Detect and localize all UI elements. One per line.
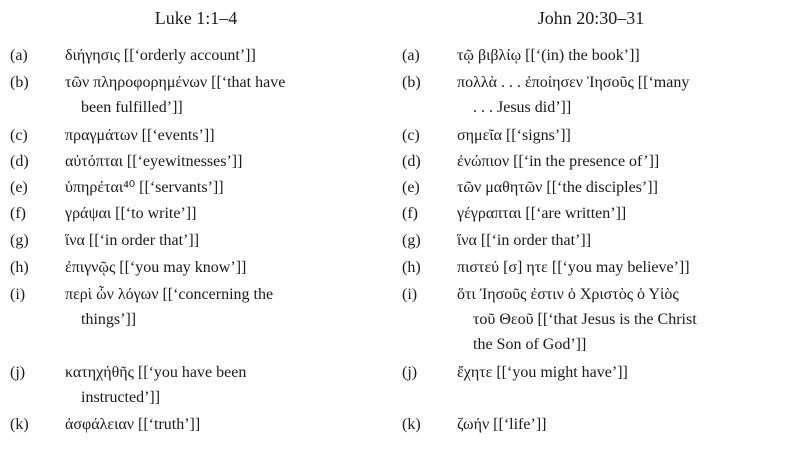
item-text	[457, 282, 780, 357]
item-text-line: γέγραπται [[‘are written’]]	[457, 205, 627, 222]
item-text-line: ἵνα [[‘in order that’]]	[457, 232, 592, 249]
item-text	[457, 70, 780, 120]
item-label: (g)	[402, 232, 421, 249]
list-item	[10, 123, 382, 148]
list-item	[402, 123, 780, 148]
item-label: (e)	[10, 179, 28, 196]
item-text-line: ζωήν [[‘life’]]	[457, 416, 547, 433]
item-text-line: ἀσφάλειαν [[‘truth’]]	[65, 416, 201, 433]
item-text	[457, 201, 780, 226]
list-item	[402, 149, 780, 174]
luke-column-title: Luke 1:1–4	[154, 8, 238, 28]
item-text-line: ἐνώπιον [[‘in the presence of’]]	[457, 153, 660, 170]
item-text-line: τῷ βιβλίῳ [[‘(in) the book’]]	[457, 47, 640, 64]
item-text-line: διήγησις [[‘orderly account’]]	[65, 47, 256, 64]
item-label: (b)	[402, 74, 421, 91]
item-label: (e)	[402, 179, 420, 196]
item-label: (h)	[402, 259, 421, 276]
list-item	[402, 360, 780, 385]
item-text	[65, 360, 382, 410]
list-item	[10, 282, 382, 332]
item-label: (k)	[10, 416, 29, 433]
item-text-continuation: the Son of God’]]	[473, 336, 587, 353]
item-text-line: σημεῖα [[‘signs’]]	[457, 127, 571, 144]
list-item	[10, 255, 382, 280]
item-text	[65, 228, 382, 253]
list-item	[402, 228, 780, 253]
item-label: (f)	[10, 205, 26, 222]
item-text-continuation: instructed’]]	[81, 389, 161, 406]
item-text	[65, 201, 382, 226]
item-label: (i)	[402, 286, 418, 303]
list-item	[402, 70, 780, 120]
item-text	[65, 412, 382, 437]
list-item	[402, 255, 780, 280]
item-text-continuation: things’]]	[81, 311, 137, 328]
item-text-line: πραγμάτων [[‘events’]]	[65, 127, 215, 144]
item-text	[65, 255, 382, 280]
item-label: (d)	[10, 153, 29, 170]
list-item	[402, 43, 780, 68]
list-item	[402, 175, 780, 200]
item-label: (h)	[10, 259, 29, 276]
item-text	[457, 149, 780, 174]
item-text-line: πιστεύ [σ] ητε [[‘you may believe’]]	[457, 259, 690, 276]
list-item	[402, 282, 780, 357]
item-text	[457, 43, 780, 68]
list-item	[10, 201, 382, 226]
list-item	[10, 412, 382, 437]
item-text-continuation: . . . Jesus did’]]	[473, 99, 572, 116]
item-text-continuation: τοῦ Θεοῦ [[‘that Jesus is the Christ	[473, 311, 697, 328]
john-column-title: John 20:30–31	[537, 8, 645, 28]
item-label: (c)	[10, 127, 28, 144]
list-item	[10, 70, 382, 120]
list-item	[10, 175, 382, 200]
item-text	[457, 175, 780, 200]
item-label: (i)	[10, 286, 26, 303]
item-text-line: ὑπηρέται⁴⁰ [[‘servants’]]	[65, 179, 224, 196]
item-text-line: κατηχήθῆς [[‘you have been	[65, 364, 247, 381]
item-label: (c)	[402, 127, 420, 144]
list-item	[10, 149, 382, 174]
item-text	[65, 43, 382, 68]
item-label: (d)	[402, 153, 421, 170]
item-text-line: ἵνα [[‘in order that’]]	[65, 232, 200, 249]
item-text	[65, 70, 382, 120]
item-text-line: ἐπιγνῷς [[‘you may know’]]	[65, 259, 247, 276]
item-text	[457, 255, 780, 280]
item-text	[65, 282, 382, 332]
list-item	[10, 360, 382, 410]
item-text	[65, 175, 382, 200]
item-text	[457, 228, 780, 253]
item-label: (g)	[10, 232, 29, 249]
list-item	[10, 228, 382, 253]
item-text-line: ὅτι Ἰησοῦς ἐστιν ὁ Χριστὸς ὁ Υἱὸς	[457, 286, 679, 303]
item-text	[65, 149, 382, 174]
item-label: (a)	[402, 47, 420, 64]
list-item	[402, 412, 780, 437]
item-text-line: γράψαι [[‘to write’]]	[65, 205, 197, 222]
item-text	[457, 360, 780, 385]
list-item	[402, 201, 780, 226]
item-text	[457, 412, 780, 437]
item-label: (k)	[402, 416, 421, 433]
item-label: (a)	[10, 47, 28, 64]
list-item	[10, 43, 382, 68]
item-label: (b)	[10, 74, 29, 91]
item-text	[457, 123, 780, 148]
item-text-line: περὶ ὧν λόγων [[‘concerning the	[65, 286, 274, 303]
item-text-line: ἔχητε [[‘you might have’]]	[457, 364, 628, 381]
item-text-line: πολλὰ . . . ἐποίησεν Ἰησοῦς [[‘many	[457, 74, 690, 91]
item-label: (j)	[10, 364, 26, 381]
item-text-continuation: been fulfilled’]]	[81, 99, 183, 116]
item-label: (f)	[402, 205, 418, 222]
item-text-line: αὐτόπται [[‘eyewitnesses’]]	[65, 153, 243, 170]
item-text	[65, 123, 382, 148]
item-text-line: τῶν μαθητῶν [[‘the disciples’]]	[457, 179, 658, 196]
item-label: (j)	[402, 364, 418, 381]
item-text-line: τῶν πληροφορημένων [[‘that have	[65, 74, 286, 91]
